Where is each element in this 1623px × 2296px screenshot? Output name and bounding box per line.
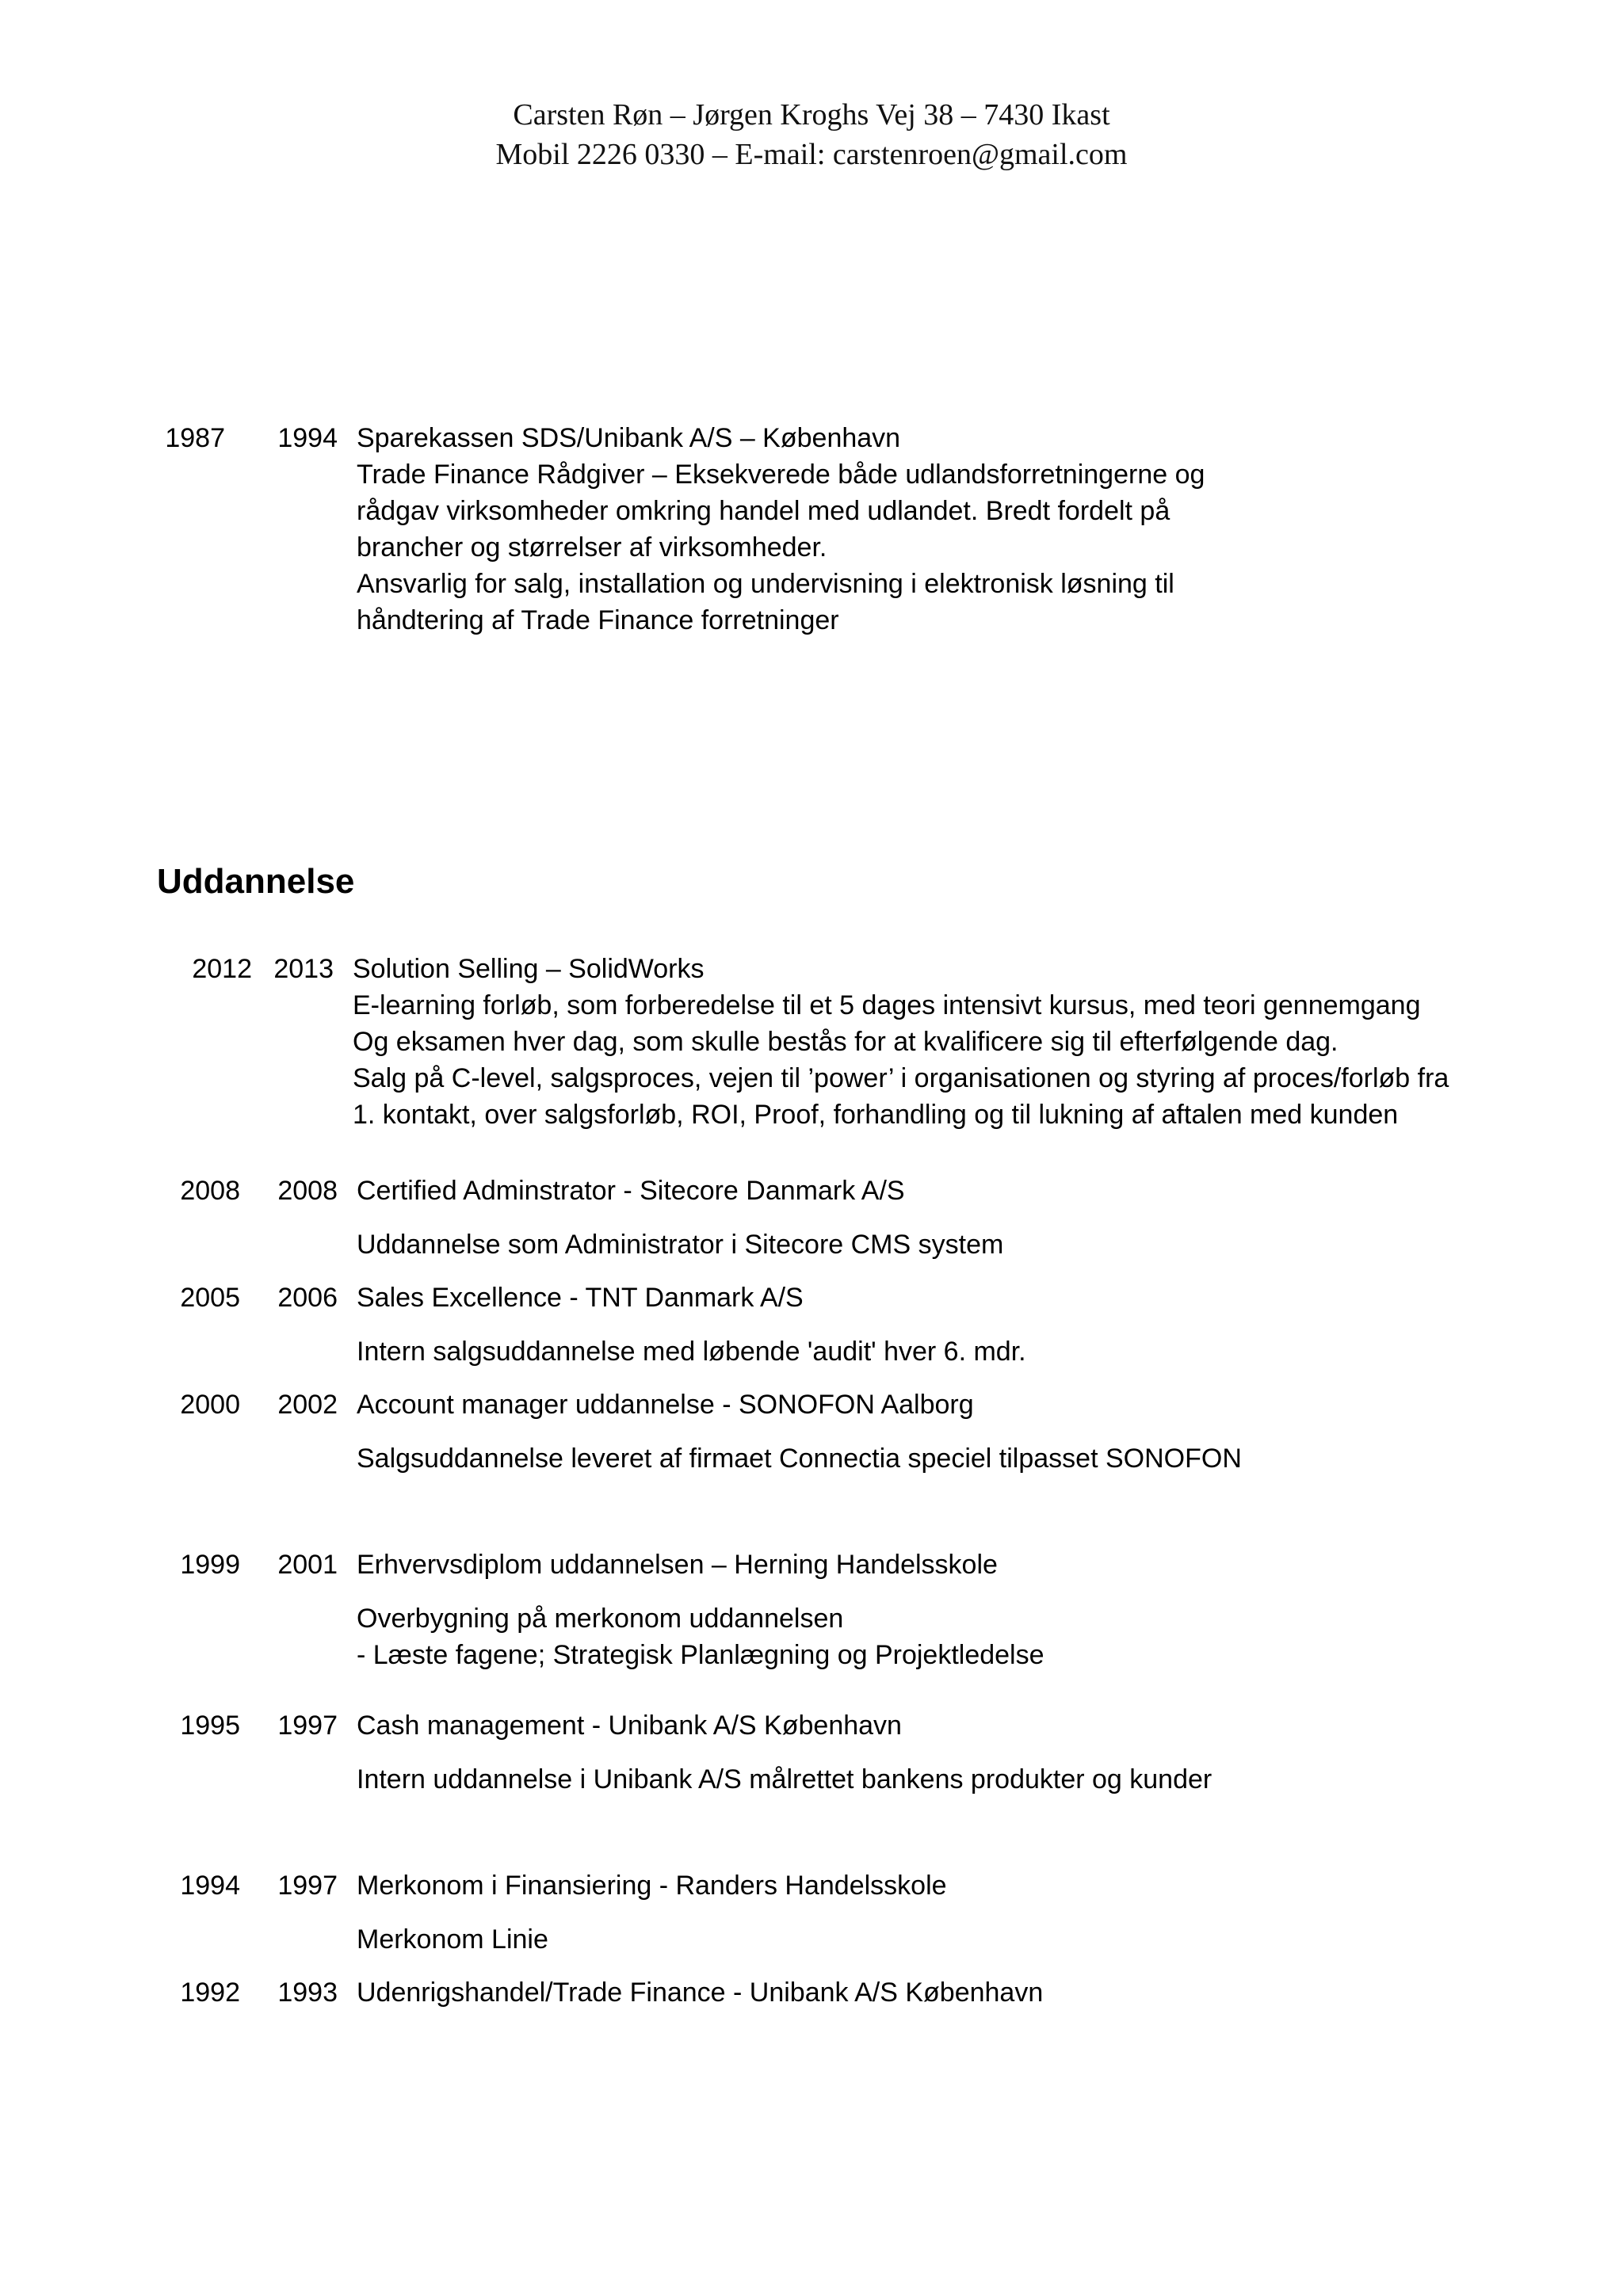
entry-end-year: 1994 xyxy=(277,423,338,453)
entry-body xyxy=(357,1386,1593,1477)
entry-title: Sparekassen SDS/Unibank A/S – København xyxy=(357,423,901,453)
entry-end-year: 1993 xyxy=(277,1978,338,2008)
entry-line: Trade Finance Rådgiver – Eksekverede både udlandsforretningerne og xyxy=(357,460,1205,490)
entry-line: Overbygning på merkonom uddannelsen xyxy=(357,1604,844,1634)
entry-title: Cash management - Unibank A/S København xyxy=(357,1711,902,1741)
entry-line: håndtering af Trade Finance forretninger xyxy=(357,605,839,635)
entry-end-year: 2006 xyxy=(277,1283,338,1313)
entry-start-year: 1987 xyxy=(165,423,225,453)
entry-title: Erhvervsdiplom uddannelsen – Herning Handelsskole xyxy=(357,1550,998,1580)
entry-title: Account manager uddannelse - SONOFON Aalborg xyxy=(357,1390,974,1420)
entry-title: Udenrigshandel/Trade Finance - Unibank A/S København xyxy=(357,1978,1044,2008)
entry-end-year: 2008 xyxy=(277,1176,338,1206)
entry-start-year: 1999 xyxy=(180,1550,240,1580)
entry-line: Og eksamen hver dag, som skulle bestås for at kvalificere sig til efterfølgende dag. xyxy=(353,1027,1338,1057)
entry-line: Uddannelse som Administrator i Sitecore CMS system xyxy=(357,1230,1004,1260)
entry-start-year: 2008 xyxy=(180,1176,240,1206)
entry-end-year: 1997 xyxy=(277,1871,338,1901)
entry-line: E-learning forløb, som forberedelse til et 5 dages intensivt kursus, med teori gennemgang xyxy=(353,990,1421,1020)
entry-body xyxy=(357,1547,1593,1673)
entry-line: Salgsuddannelse leveret af firmaet Connectia speciel tilpasset SONOFON xyxy=(357,1444,1242,1474)
entry-body xyxy=(353,951,1589,1133)
entry-body xyxy=(357,1867,1593,1958)
entry-start-year: 1994 xyxy=(180,1871,240,1901)
entry-body xyxy=(357,1707,1593,1798)
entry-title: Solution Selling – SolidWorks xyxy=(353,954,705,984)
entry-end-year: 1997 xyxy=(277,1711,338,1741)
entry-line: - Læste fagene; Strategisk Planlægning og Projektledelse xyxy=(357,1640,1044,1670)
entry-start-year: 2000 xyxy=(180,1390,240,1420)
entry-line: Merkonom Linie xyxy=(357,1924,548,1955)
education-heading: Uddannelse xyxy=(157,862,355,901)
entry-line: rådgav virksomheder omkring handel med udlandet. Bredt fordelt på xyxy=(357,496,1170,526)
entry-title: Certified Adminstrator - Sitecore Danmark A/S xyxy=(357,1176,905,1206)
entry-line: Salg på C-level, salgsproces, vejen til ’power’ i organisationen og styring af proces/forløb fra xyxy=(353,1063,1449,1093)
entry-line: Intern salgsuddannelse med løbende 'audit' hver 6. mdr. xyxy=(357,1337,1026,1367)
entry-title: Sales Excellence - TNT Danmark A/S xyxy=(357,1283,804,1313)
entry-body xyxy=(357,420,1593,639)
entry-body xyxy=(357,1280,1593,1370)
entry-end-year: 2002 xyxy=(277,1390,338,1420)
entry-start-year: 1992 xyxy=(180,1978,240,2008)
entry-line: Ansvarlig for salg, installation og undervisning i elektronisk løsning til xyxy=(357,569,1174,599)
entry-end-year: 2013 xyxy=(273,954,334,984)
contact-phone-email-line: Mobil 2226 0330 – E-mail: carstenroen@gmail.com xyxy=(495,138,1128,171)
entry-body xyxy=(357,1173,1593,1263)
entry-line: brancher og størrelser af virksomheder. xyxy=(357,532,827,563)
entry-body xyxy=(357,1974,1593,2011)
entry-title: Merkonom i Finansiering - Randers Handelsskole xyxy=(357,1871,947,1901)
entry-line: Intern uddannelse i Unibank A/S målrettet bankens produkter og kunder xyxy=(357,1764,1212,1794)
entry-line: 1. kontakt, over salgsforløb, ROI, Proof, forhandling og til lukning af aftalen med kunden xyxy=(353,1100,1399,1130)
entry-end-year: 2001 xyxy=(277,1550,338,1580)
entry-start-year: 2012 xyxy=(192,954,252,984)
entry-start-year: 2005 xyxy=(180,1283,240,1313)
contact-header xyxy=(0,95,1623,174)
entry-start-year: 1995 xyxy=(180,1711,240,1741)
contact-address-line: Carsten Røn – Jørgen Kroghs Vej 38 – 7430 Ikast xyxy=(513,98,1110,132)
